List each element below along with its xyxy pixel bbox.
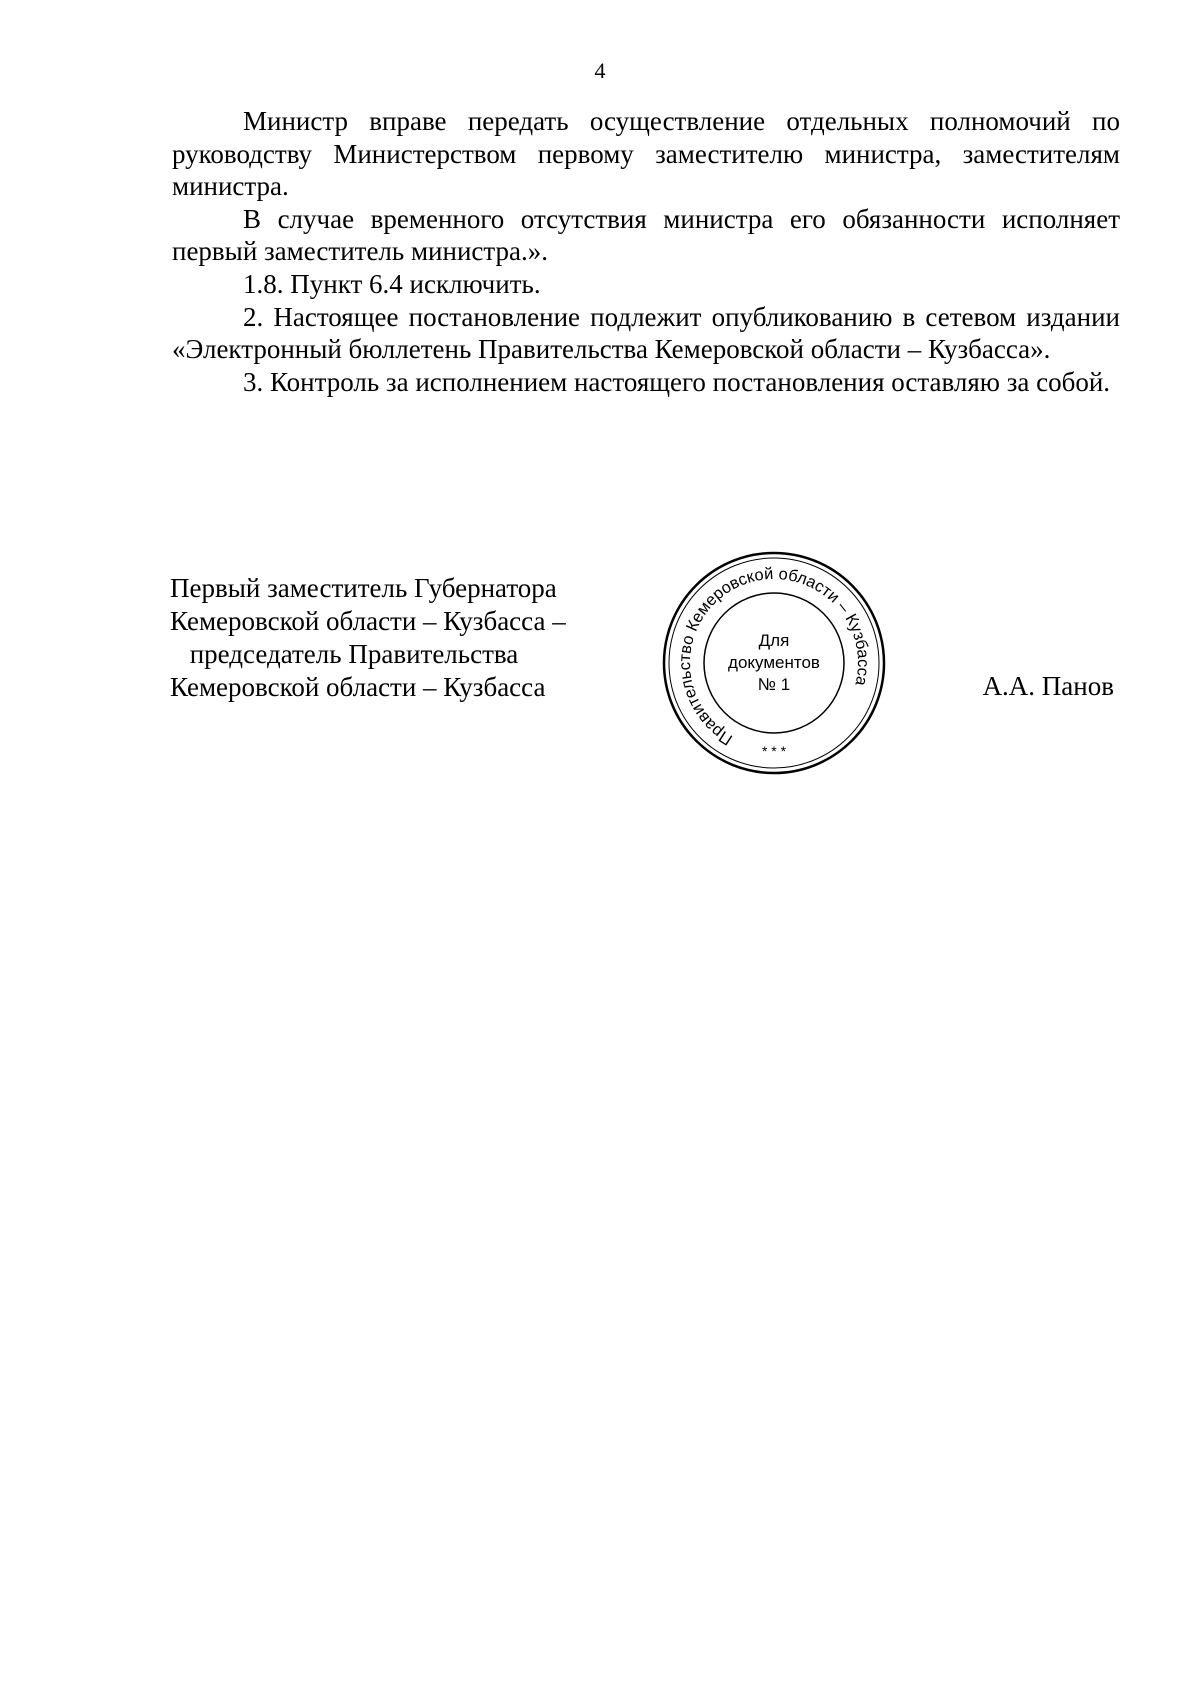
seal-ring-text: Правительство Кемеровской области – Кузбасса xyxy=(675,564,873,749)
page-number: 4 xyxy=(594,58,606,83)
signatory-position-line: председатель Правительства xyxy=(189,639,519,669)
document-body xyxy=(172,105,1120,398)
signatory-position-line: Кемеровской области – Кузбасса – xyxy=(170,606,566,636)
paragraph: 1.8. Пункт 6.4 исключить. xyxy=(243,268,541,299)
seal-center-line: № 1 xyxy=(757,675,791,694)
seal-center-line: Для xyxy=(758,631,790,650)
signatory-position-line: Кемеровской области – Кузбасса xyxy=(170,672,546,702)
seal-stars: * * * xyxy=(761,743,787,759)
paragraph: В случае временного отсутствия министра его обязанности исполняет первый заместитель министра.». xyxy=(172,203,1120,267)
seal-center-line: документов xyxy=(728,653,820,672)
signatory-position xyxy=(170,572,566,704)
signatory-position-line: Первый заместитель Губернатора xyxy=(170,573,557,603)
paragraph: 3. Контроль за исполнением настоящего постановления оставляю за собой. xyxy=(243,366,1111,397)
signatory-name: А.А. Панов xyxy=(982,671,1114,701)
paragraph: 2. Настоящее постановление подлежит опубликованию в сетевом издании «Электронный бюллетень Правительства Кемеровской области – Кузбасса». xyxy=(172,301,1120,365)
paragraph: Министр вправе передать осуществление отдельных полномочий по руководству Министерством первому заместителю министра, заместителям министра. xyxy=(172,106,1120,202)
official-seal xyxy=(662,551,886,775)
